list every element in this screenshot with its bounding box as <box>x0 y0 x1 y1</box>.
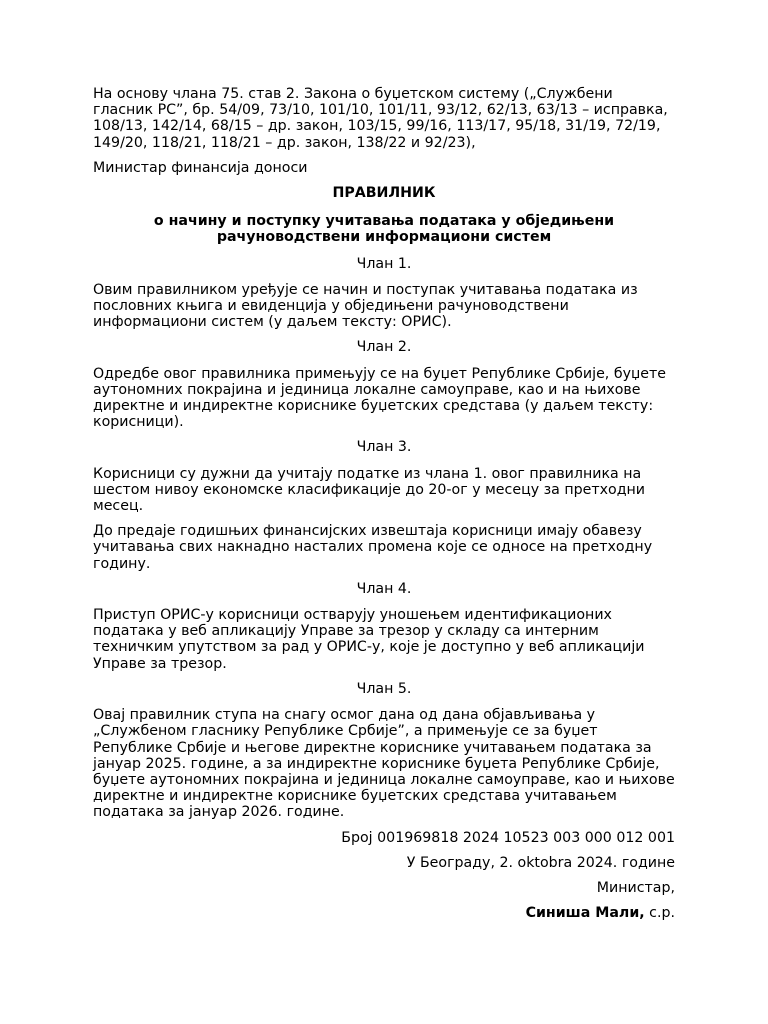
article-5-paragraph: Овај правилник ступа на снагу осмог дана од дана објављивања у „Службеном гласнику Републике Србије”, а примењује се за буџет Републике Србије и његове директне кориснике учитавањем података за јануар 2025. године, а за индиректне кориснике буџета Републике Србије, буџете аутономних покрајина и јединица локалне самоуправе, као и њихове директне и индиректне кориснике буџетских средстава учитавањем података за јануар 2026. године. <box>93 707 675 821</box>
preamble: На основу члана 75. став 2. Закона о буџетском систему („Службени гласник РС”, бр. 54/09, 73/10, 101/10, 101/11, 93/12, 62/13, 63/13 – исправка, 108/13, 142/14, 68/15 – др. закон, 103/15, 99/16, 113/17, 95/18, 31/19, 72/19, 149/20, 118/21, 118/21 – др. закон, 138/22 и 92/23), <box>93 86 668 151</box>
article-3-paragraph-2: До предаје годишњих финансијских извештаја корисници имају обавезу учитавања свих накнадно насталих промена које се односе на претходну годину. <box>93 523 653 572</box>
issuer-line: Министар финансија доноси <box>93 159 308 176</box>
article-2-heading: Члан 2. <box>356 339 412 356</box>
signature-line <box>93 905 675 921</box>
signatory-title: Министар, <box>596 879 675 896</box>
document-subtitle: о начину и поступку учитавања података у обједињени рачуноводствени информациони систем <box>153 213 615 246</box>
article-4-heading: Члан 4. <box>356 580 412 597</box>
article-5-heading: Члан 5. <box>356 680 412 697</box>
article-1-paragraph: Овим правилником уређује се начин и поступак учитавања података из пословних књига и евиденција у обједињени рачуноводствени информациони систем (у даљем тексту: ОРИС). <box>93 281 638 331</box>
document-title: ПРАВИЛНИК <box>332 185 436 202</box>
place-date: У Београду, 2. oktobra 2024. године <box>406 854 675 871</box>
reference-number: Број 001969818 2024 10523 003 000 012 001 <box>341 829 675 846</box>
article-1-heading: Члан 1. <box>356 255 412 272</box>
article-4-paragraph: Приступ ОРИС-у корисници остварују уношењем идентификационих података у веб апликацију Управе за трезор у складу са интерним техничким упутством за рад у ОРИС-у, које је доступно у веб апликацији Управе за трезор. <box>93 607 645 672</box>
article-3-heading: Члан 3. <box>356 439 412 456</box>
signatory-name: Синиша Мали, <box>525 905 645 922</box>
article-3-paragraph-1: Корисници су дужни да учитају податке из члана 1. овог правилника на шестом нивоу економске класификације до 20-ог у месецу за претходни месец. <box>93 465 646 515</box>
document-page <box>93 86 675 930</box>
signatory-suffix: с.р. <box>644 905 675 922</box>
article-2-paragraph: Одредбе овог правилника примењују се на буџет Републике Србије, буџете аутономних покрајина и јединица локалне самоуправе, као и на њихове директне и индиректне кориснике буџетских средстава (у даљем тексту: корисници). <box>93 365 666 431</box>
